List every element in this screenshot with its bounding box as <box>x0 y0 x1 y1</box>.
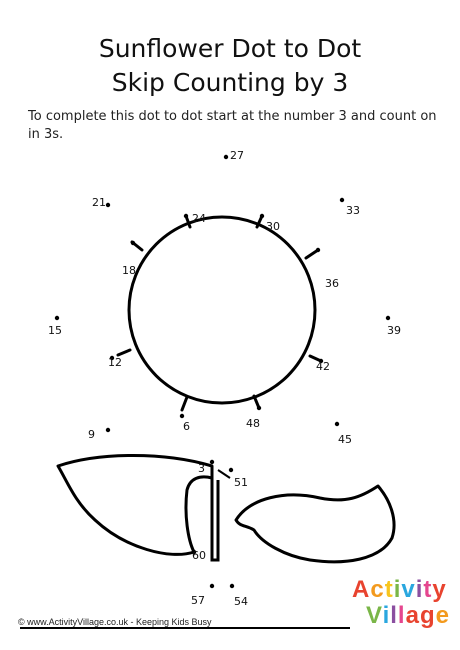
dot-27 <box>224 155 228 159</box>
dot-label-54: 54 <box>234 595 248 608</box>
dot-9 <box>106 428 110 432</box>
left-leaf <box>58 456 212 555</box>
flower-head-circle <box>129 217 315 403</box>
dot-39 <box>386 316 390 320</box>
dot-label-15: 15 <box>48 324 62 337</box>
dot-48 <box>257 406 261 410</box>
right-leaf <box>236 486 394 562</box>
logo-word-activity: Activity <box>352 576 447 603</box>
dot-6 <box>180 414 184 418</box>
dot-label-48: 48 <box>246 417 260 430</box>
dot-label-39: 39 <box>387 324 401 337</box>
dot-3 <box>210 460 214 464</box>
stem-start-mark <box>218 470 230 478</box>
dot-label-3: 3 <box>198 462 205 475</box>
dot-label-9: 9 <box>88 428 95 441</box>
stem <box>212 466 218 560</box>
dot-54 <box>230 584 234 588</box>
logo-word-village: Village <box>366 602 450 629</box>
dot-label-27: 27 <box>230 149 244 162</box>
dot-18 <box>131 241 135 245</box>
dot-51 <box>229 468 233 472</box>
dot-33 <box>340 198 344 202</box>
dot-label-18: 18 <box>122 264 136 277</box>
dot-label-33: 33 <box>346 204 360 217</box>
dot-label-45: 45 <box>338 433 352 446</box>
dot-36 <box>316 248 320 252</box>
dot-21 <box>106 203 110 207</box>
dot-label-57: 57 <box>191 594 205 607</box>
title-line-1: Sunflower Dot to Dot <box>98 34 362 63</box>
dot-label-12: 12 <box>108 356 122 369</box>
dot-label-30: 30 <box>266 220 280 233</box>
dot-label-24: 24 <box>192 212 206 225</box>
dot-15 <box>55 316 59 320</box>
dot-label-36: 36 <box>325 277 339 290</box>
dot-label-60: 60 <box>192 549 206 562</box>
dot-30 <box>260 214 264 218</box>
dot-label-21: 21 <box>92 196 106 209</box>
dot-57 <box>210 584 214 588</box>
instructions-text: To complete this dot to dot start at the number 3 and count on in 3s. <box>28 109 437 142</box>
dot-label-51: 51 <box>234 476 248 489</box>
dot-label-6: 6 <box>183 420 190 433</box>
dot-45 <box>335 422 339 426</box>
footer-copyright: © www.ActivityVillage.co.uk - Keeping Kids Busy <box>18 617 212 627</box>
dot-label-42: 42 <box>316 360 330 373</box>
title-line-2: Skip Counting by 3 <box>111 68 349 97</box>
activity-village-logo <box>352 576 452 646</box>
dot-24 <box>184 214 188 218</box>
